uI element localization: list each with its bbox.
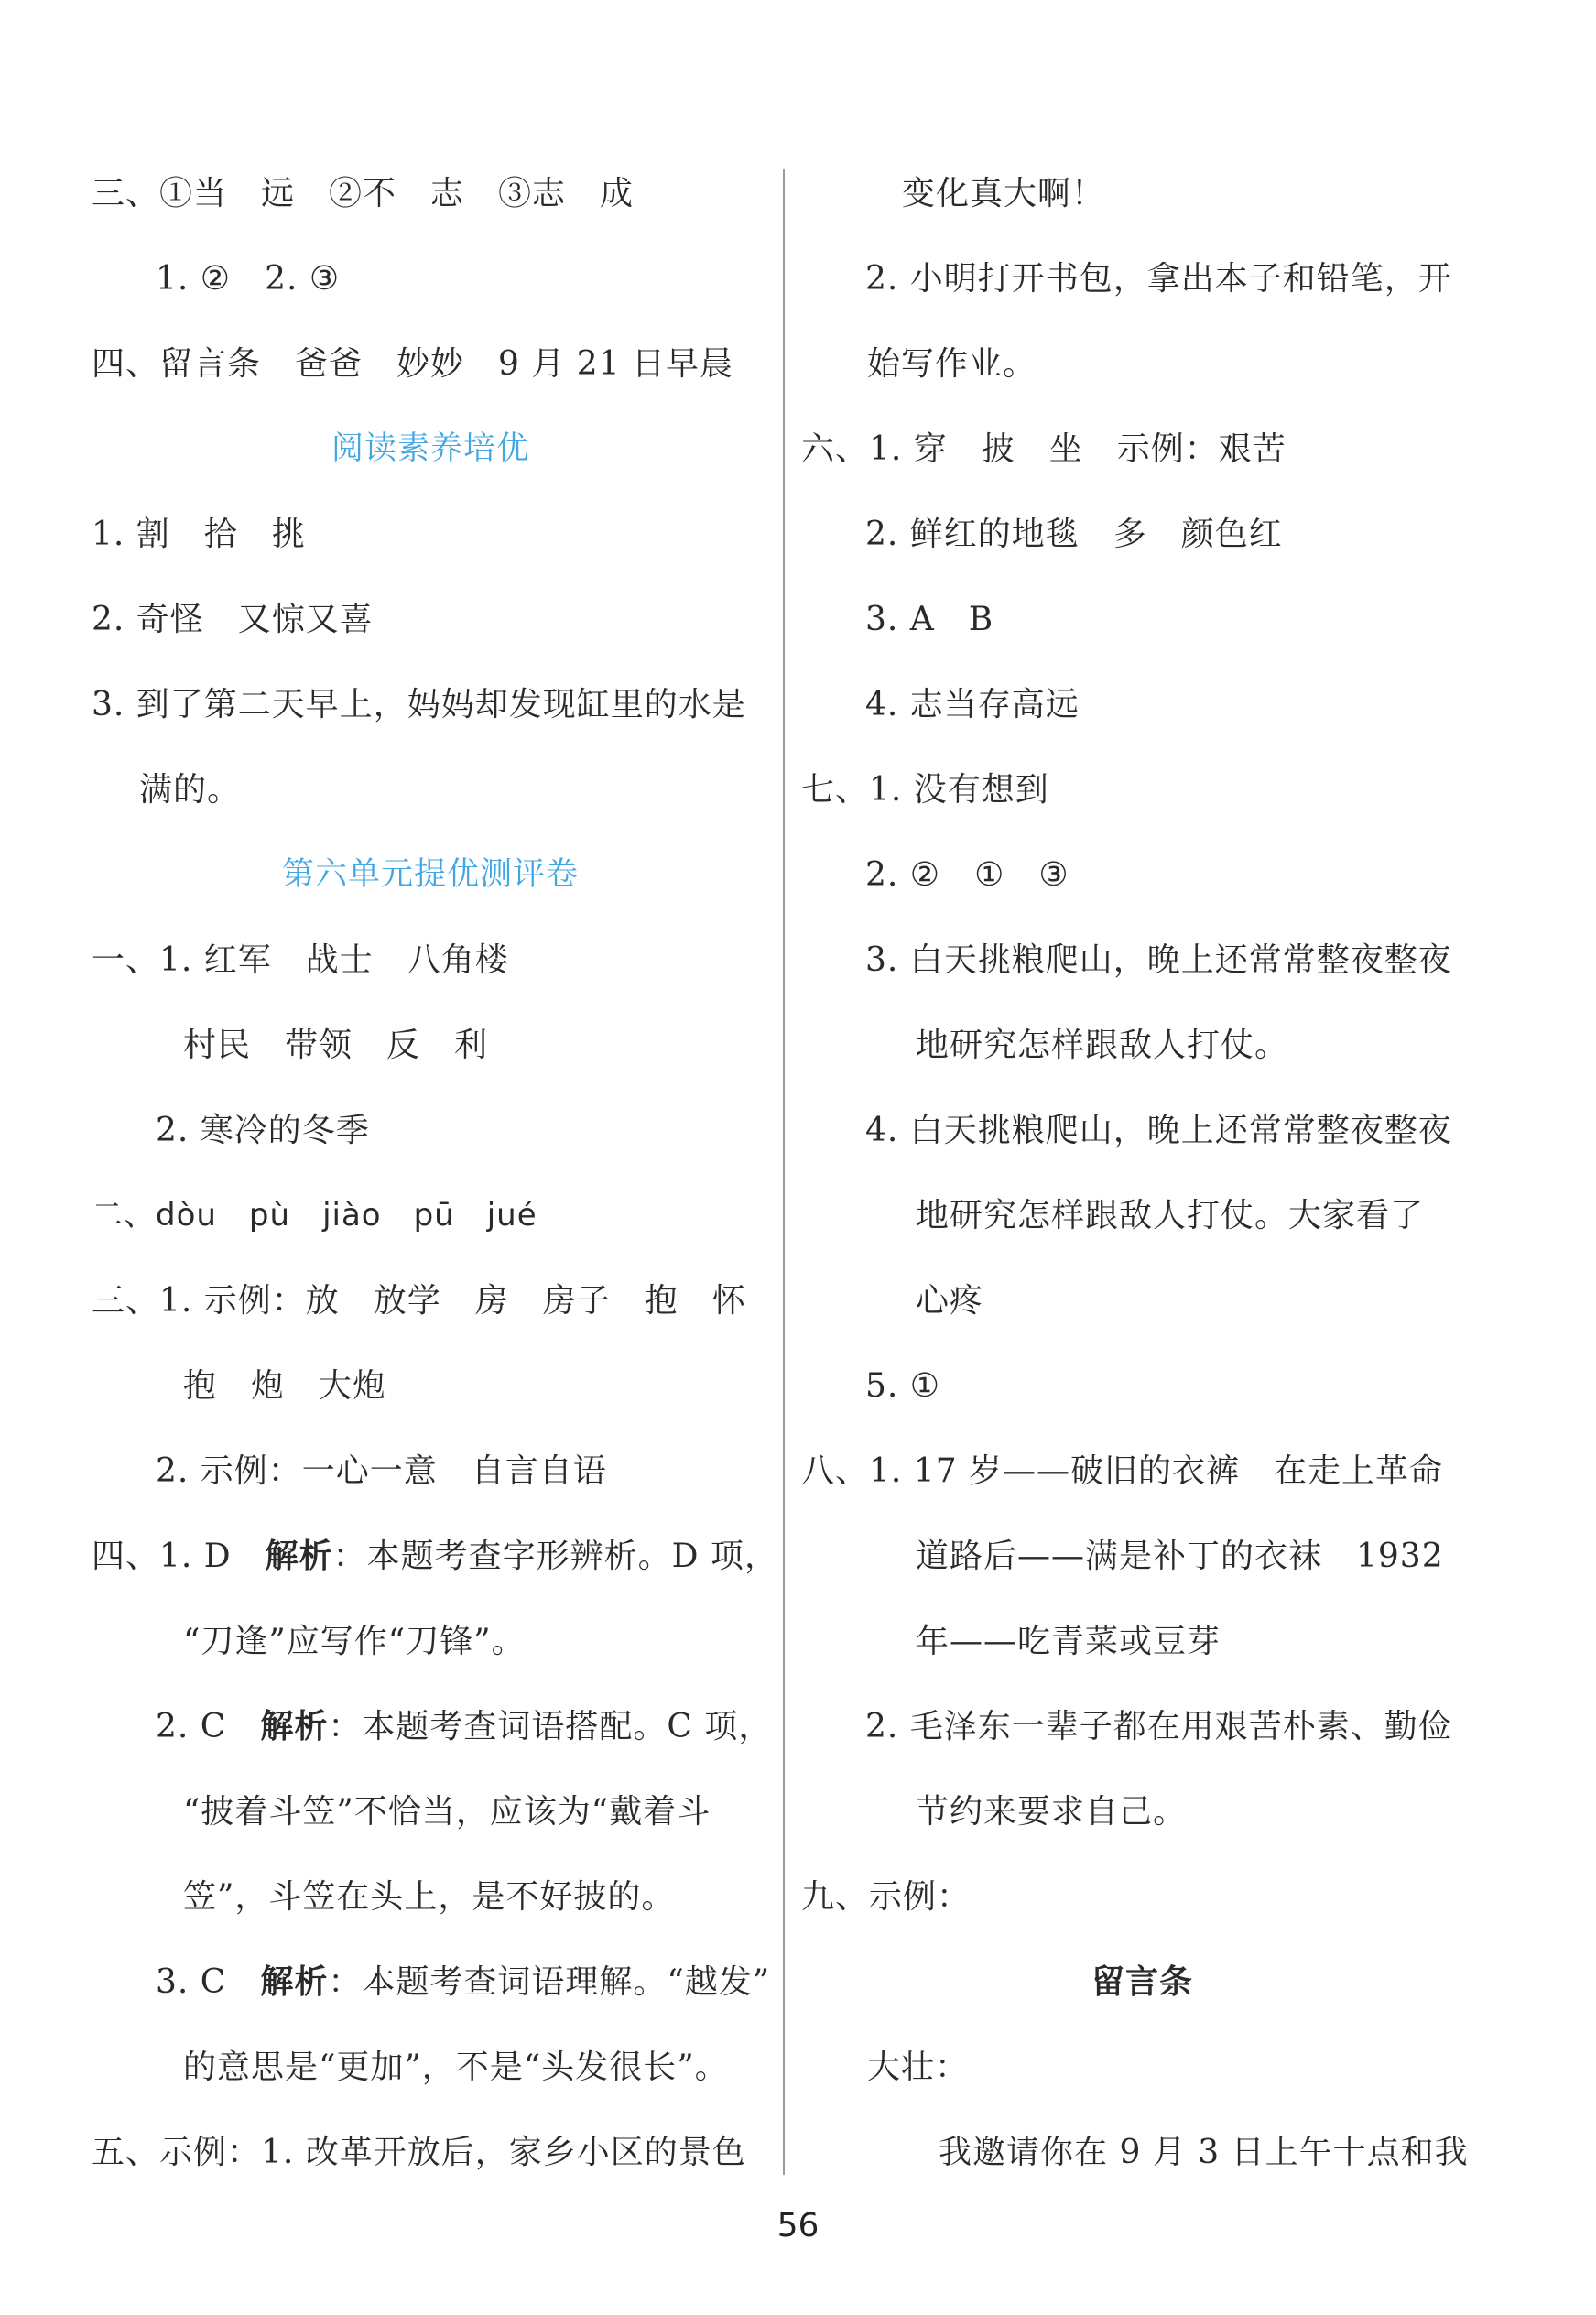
answer-text: ：本题考查词语搭配。C 项， (328, 1708, 773, 1745)
answer-line: 节约来要求自己。 (916, 1793, 1188, 1831)
section-heading: 阅读素养培优 (331, 430, 529, 467)
answer-line: 3. 白天挑粮爬山，晚上还常常整夜整夜 (865, 941, 1452, 979)
analysis-label: 解析 (260, 1708, 329, 1745)
answer-line: 1. 割 拾 挑 (92, 516, 306, 553)
analysis-label: 解析 (265, 1538, 333, 1575)
answer-text: 2. C (156, 1708, 261, 1745)
section-heading: 第六单元提优测评卷 (281, 856, 579, 893)
answer-line: 心疼 (916, 1282, 984, 1320)
answer-line: 九、示例： (801, 1878, 972, 1916)
analysis-label: 解析 (260, 1963, 329, 2001)
answer-line: 2. 小明打开书包，拿出本子和铅笔，开 (865, 260, 1452, 298)
answer-line: 村民 带领 反 利 (183, 1027, 489, 1064)
answer-line: 2. 奇怪 又惊又喜 (92, 601, 374, 638)
answer-text: ：本题考查词语理解。“越发” (328, 1963, 771, 2001)
answer-text: 四、1. D (92, 1538, 266, 1575)
answer-line: 地研究怎样跟敌人打仗。 (916, 1027, 1289, 1064)
answer-line: 3. 到了第二天早上，妈妈却发现缸里的水是 (92, 686, 746, 723)
answer-line: 满的。 (139, 771, 242, 809)
answer-line: 七、1. 没有想到 (801, 771, 1049, 809)
answer-line: 五、示例：1. 改革开放后，家乡小区的景色 (92, 2134, 746, 2171)
answer-line: 1. ② 2. ③ (156, 260, 341, 298)
left-column (92, 151, 778, 2195)
answer-line: 笠”，斗笠在头上，是不好披的。 (183, 1878, 676, 1916)
answer-line: 2. 毛泽东一辈子都在用艰苦朴素、勤俭 (865, 1708, 1452, 1745)
answer-line: 我邀请你在 9 月 3 日上午十点和我 (939, 2134, 1469, 2171)
answer-line: 4. 志当存高远 (865, 686, 1080, 723)
answer-line: 道路后——满是补丁的衣袜 1932 (916, 1538, 1444, 1575)
answer-line: 的意思是“更加”，不是“头发很长”。 (183, 2049, 729, 2086)
answer-line: 2. 鲜红的地毯 多 颜色红 (865, 516, 1283, 553)
answer-line: “刀逢”应写作“刀锋”。 (183, 1623, 526, 1660)
answer-line: 四、留言条 爸爸 妙妙 9 月 21 日早晨 (92, 345, 734, 383)
right-column (801, 151, 1483, 2195)
answer-line: 三、①当 远 ②不 志 ③志 成 (92, 175, 635, 212)
pinyin-line: 二、dòu pù jiào pū jué (92, 1197, 537, 1234)
answer-line: 变化真大啊！ (902, 175, 1106, 212)
answer-line: 5. ① (865, 1367, 941, 1405)
answer-text: ：本题考查字形辨析。D 项， (332, 1538, 778, 1575)
answer-line: 2. ② ① ③ (865, 856, 1069, 894)
note-title: 留言条 (1091, 1962, 1193, 2001)
answer-line: 3. A B (865, 601, 994, 638)
column-divider (783, 169, 785, 2175)
answer-line: 2. 寒冷的冬季 (156, 1112, 370, 1149)
answer-line: 始写作业。 (867, 345, 1037, 383)
answer-line: 2. 示例：一心一意 自言自语 (156, 1452, 607, 1490)
answer-line: 大壮： (867, 2049, 970, 2086)
answer-line: 4. 白天挑粮爬山，晚上还常常整夜整夜 (865, 1112, 1452, 1149)
answer-text: 3. C (156, 1963, 261, 2001)
answer-line: 三、1. 示例：放 放学 房 房子 抱 怀 (92, 1282, 746, 1320)
answer-line: 地研究怎样跟敌人打仗。大家看了 (916, 1197, 1425, 1234)
answer-line (92, 1940, 769, 2025)
answer-line: 一、1. 红军 战士 八角楼 (92, 941, 509, 979)
answer-line: 年——吃青菜或豆芽 (916, 1623, 1221, 1660)
answer-line (92, 1684, 773, 1769)
answer-line: “披着斗笠”不恰当，应该为“戴着斗 (183, 1793, 711, 1831)
page-number: 56 (776, 2207, 820, 2244)
answer-line: 八、1. 17 岁——破旧的衣裤 在走上革命 (801, 1452, 1444, 1490)
answer-line: 抱 炮 大炮 (183, 1367, 387, 1405)
answer-line (92, 1514, 778, 1599)
answer-line: 六、1. 穿 披 坐 示例：艰苦 (801, 430, 1287, 468)
